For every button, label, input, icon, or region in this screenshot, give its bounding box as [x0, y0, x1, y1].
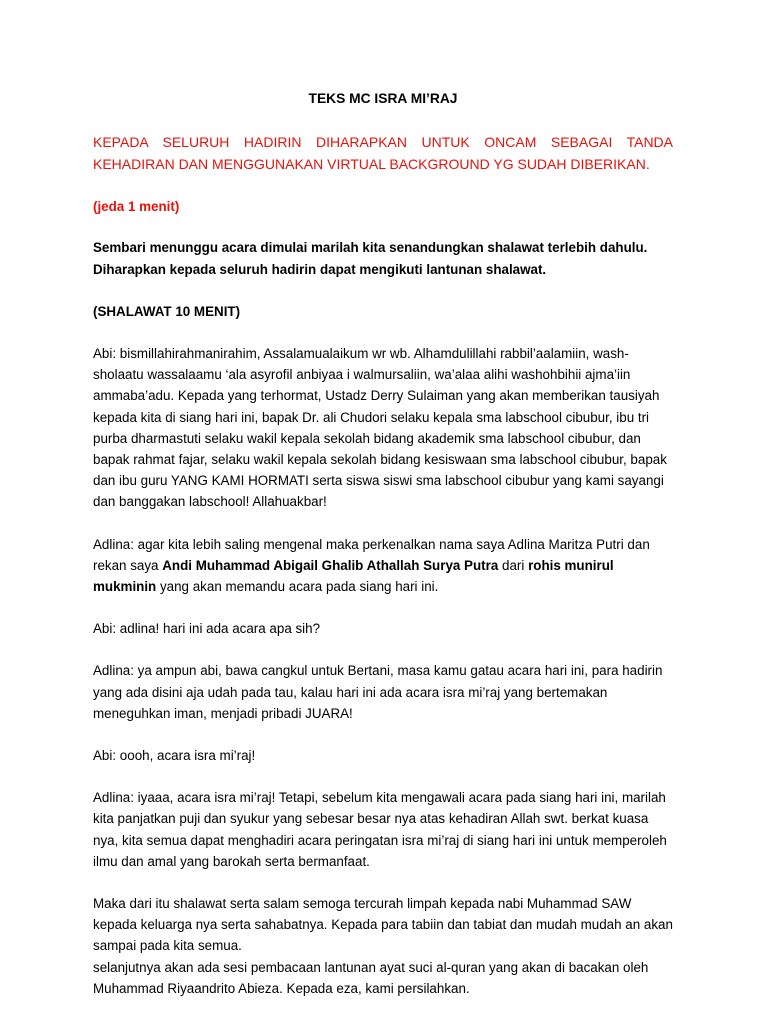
attendance-notice: KEPADA SELURUH HADIRIN DIHARAPKAN UNTUK ONCAM SEBAGAI TANDA KEHADIRAN DAN MENGGUNAKAN VIRTUAL BACKGROUND YG SUDAH DIBERIKAN. [93, 134, 673, 173]
adlina-intro-text-3: yang akan memandu acara pada siang hari ini. [156, 579, 439, 595]
abi-question-paragraph: Abi: adlina! hari ini ada acara apa sih? [93, 621, 321, 637]
co-host-name: Andi Muhammad Abigail Ghalib Athallah Surya Putra [162, 557, 499, 573]
closing-text-2: selanjutnya akan ada sesi pembacaan lantunan ayat suci al-quran yang akan di bacakan oleh Muhammad Riyaandrito Abieza. Kepada eza, kami persilahkan. [93, 959, 649, 996]
intro-paragraph [93, 237, 673, 279]
document-body [93, 88, 673, 1020]
adlina-intro-paragraph [93, 534, 673, 598]
adlina-intro-text-2: dari [498, 557, 529, 573]
adlina-gratitude-paragraph: Adlina: iyaaa, acara isra mi’raj! Tetapi, sebelum kita mengawali acara pada siang hari ini, marilah kita panjatkan puji dan syukur yang sebesar besar nya atas kehadiran Allah swt. berkat kuasa nya, kita semua dapat menghadiri acara peringatan isra mi’raj di siang hari ini untuk memperoleh ilmu dan amal yang barokah serta bermanfaat. [93, 790, 667, 869]
intro-line-2: Diharapkan kepada seluruh hadirin dapat mengikuti lantunan shalawat. [93, 261, 547, 277]
adlina-intro-text-1: Adlina: agar kita lebih saling mengenal maka perkenalkan nama saya Adlina Maritza Putri dan rekan saya [93, 536, 650, 573]
pause-note: (jeda 1 menit) [93, 199, 180, 215]
adlina-answer-paragraph: Adlina: ya ampun abi, bawa cangkul untuk Bertani, masa kamu gatau acara hari ini, para hadirin yang ada disini aja udah pada tau, kalau hari ini ada acara isra mi’raj yang bertemakan meneguhkan iman, menjadi pribadi JUARA! [93, 663, 663, 721]
organization-name: rohis munirul mukminin [93, 557, 614, 595]
document-title: TEKS MC ISRA MI’RAJ [308, 91, 458, 106]
closing-paragraph [93, 893, 673, 999]
closing-text-1: Maka dari itu shalawat serta salam semoga tercurah limpah kepada nabi Muhammad SAW kepada keluarga nya serta sahabatnya. Kepada para tabiin dan tabiat dan mudah mudah an akan sampai pada kita semua. [93, 896, 673, 954]
abi-reply-paragraph: Abi: oooh, acara isra mi’raj! [93, 748, 256, 764]
shalawat-heading: (SHALAWAT 10 MENIT) [93, 303, 241, 319]
abi-opening-paragraph: Abi: bismillahirahmanirahim, Assalamualaikum wr wb. Alhamdulillahi rabbil’aalamiin, wash-sholaatu wassalaamu ‘ala asyrofil anbiyaa i walmursaliin, wa’alaa alihi washohbihii ajma’iin ammaba’adu. Kepada yang terhormat, Ustadz Derry Sulaiman yang akan memberikan tausiyah kepada kita di siang hari ini, bapak Dr. ali Chudori selaku kepala sma labschool cibubur, ibu tri purba dharmastuti selaku wakil kepala sekolah bidang akademik sma labschool cibubur, dan bapak rahmat fajar, selaku wakil kepala sekolah bidang kesiswaan sma labschool cibubur, bapak dan ibu guru YANG KAMI HORMATI serta siswa siswi sma labschool cibubur yang kami sayangi dan banggakan labschool! Allahuakbar! [93, 346, 667, 510]
intro-line-1: Sembari menunggu acara dimulai marilah kita senandungkan shalawat terlebih dahulu. [93, 240, 648, 256]
